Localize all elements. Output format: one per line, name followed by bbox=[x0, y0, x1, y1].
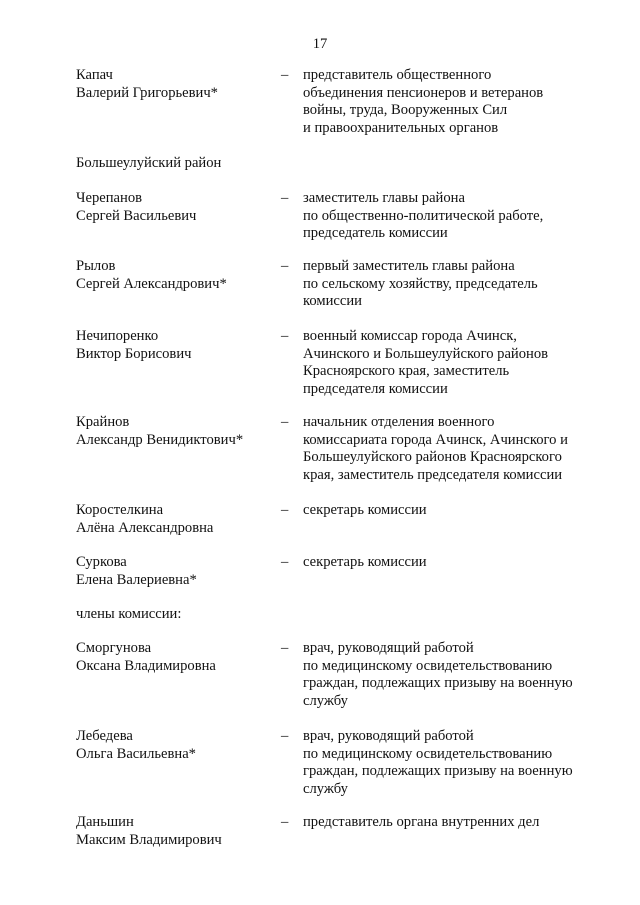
dash-separator: – bbox=[281, 554, 289, 570]
member-role: секретарь комиссии bbox=[303, 502, 427, 518]
member-role: начальник отделения военного комиссариата города Ачинск, Ачинского и Большеулуйского районов Красноярского края, заместитель председателя комиссии bbox=[303, 414, 568, 483]
member-role: врач, руководящий работой по медицинскому освидетельствованию граждан, подлежащих призыву на военную службу bbox=[303, 728, 573, 797]
dash-separator: – bbox=[281, 414, 289, 430]
dash-separator: – bbox=[281, 728, 289, 744]
member-role: военный комиссар города Ачинск, Ачинского и Большеулуйского районов Красноярского края, заместитель председателя комиссии bbox=[303, 328, 549, 397]
member-name: Капач Валерий Григорьевич* bbox=[76, 67, 218, 101]
members-heading: члены комиссии: bbox=[76, 606, 182, 622]
dash-separator: – bbox=[281, 67, 289, 83]
member-name: Черепанов Сергей Васильевич bbox=[76, 190, 197, 224]
member-role: врач, руководящий работой по медицинскому освидетельствованию граждан, подлежащих призыву на военную службу bbox=[303, 640, 573, 709]
page-number: 17 bbox=[312, 36, 328, 52]
member-name: Даньшин Максим Владимирович bbox=[76, 814, 222, 848]
member-name: Рылов Сергей Александрович* bbox=[76, 258, 227, 292]
dash-separator: – bbox=[281, 502, 289, 518]
section-heading: Большеулуйский район bbox=[76, 155, 222, 171]
dash-separator: – bbox=[281, 814, 289, 830]
member-name: Крайнов Александр Венидиктович* bbox=[76, 414, 244, 448]
dash-separator: – bbox=[281, 190, 289, 206]
member-name: Нечипоренко Виктор Борисович bbox=[76, 328, 192, 362]
member-name: Лебедева Ольга Васильевна* bbox=[76, 728, 196, 762]
member-name: Коростелкина Алёна Александровна bbox=[76, 502, 214, 536]
dash-separator: – bbox=[281, 640, 289, 656]
member-role: представитель общественного объединения пенсионеров и ветеранов войны, труда, Вооруженных Сил и правоохранительных органов bbox=[303, 67, 544, 136]
dash-separator: – bbox=[281, 258, 289, 274]
member-role: заместитель главы района по общественно-политической работе, председатель комиссии bbox=[303, 190, 544, 242]
member-role: представитель органа внутренних дел bbox=[303, 814, 540, 830]
dash-separator: – bbox=[281, 328, 289, 344]
member-role: секретарь комиссии bbox=[303, 554, 427, 570]
member-role: первый заместитель главы района по сельскому хозяйству, председатель комиссии bbox=[303, 258, 538, 310]
member-name: Сморгунова Оксана Владимировна bbox=[76, 640, 216, 674]
member-name: Суркова Елена Валериевна* bbox=[76, 554, 197, 588]
